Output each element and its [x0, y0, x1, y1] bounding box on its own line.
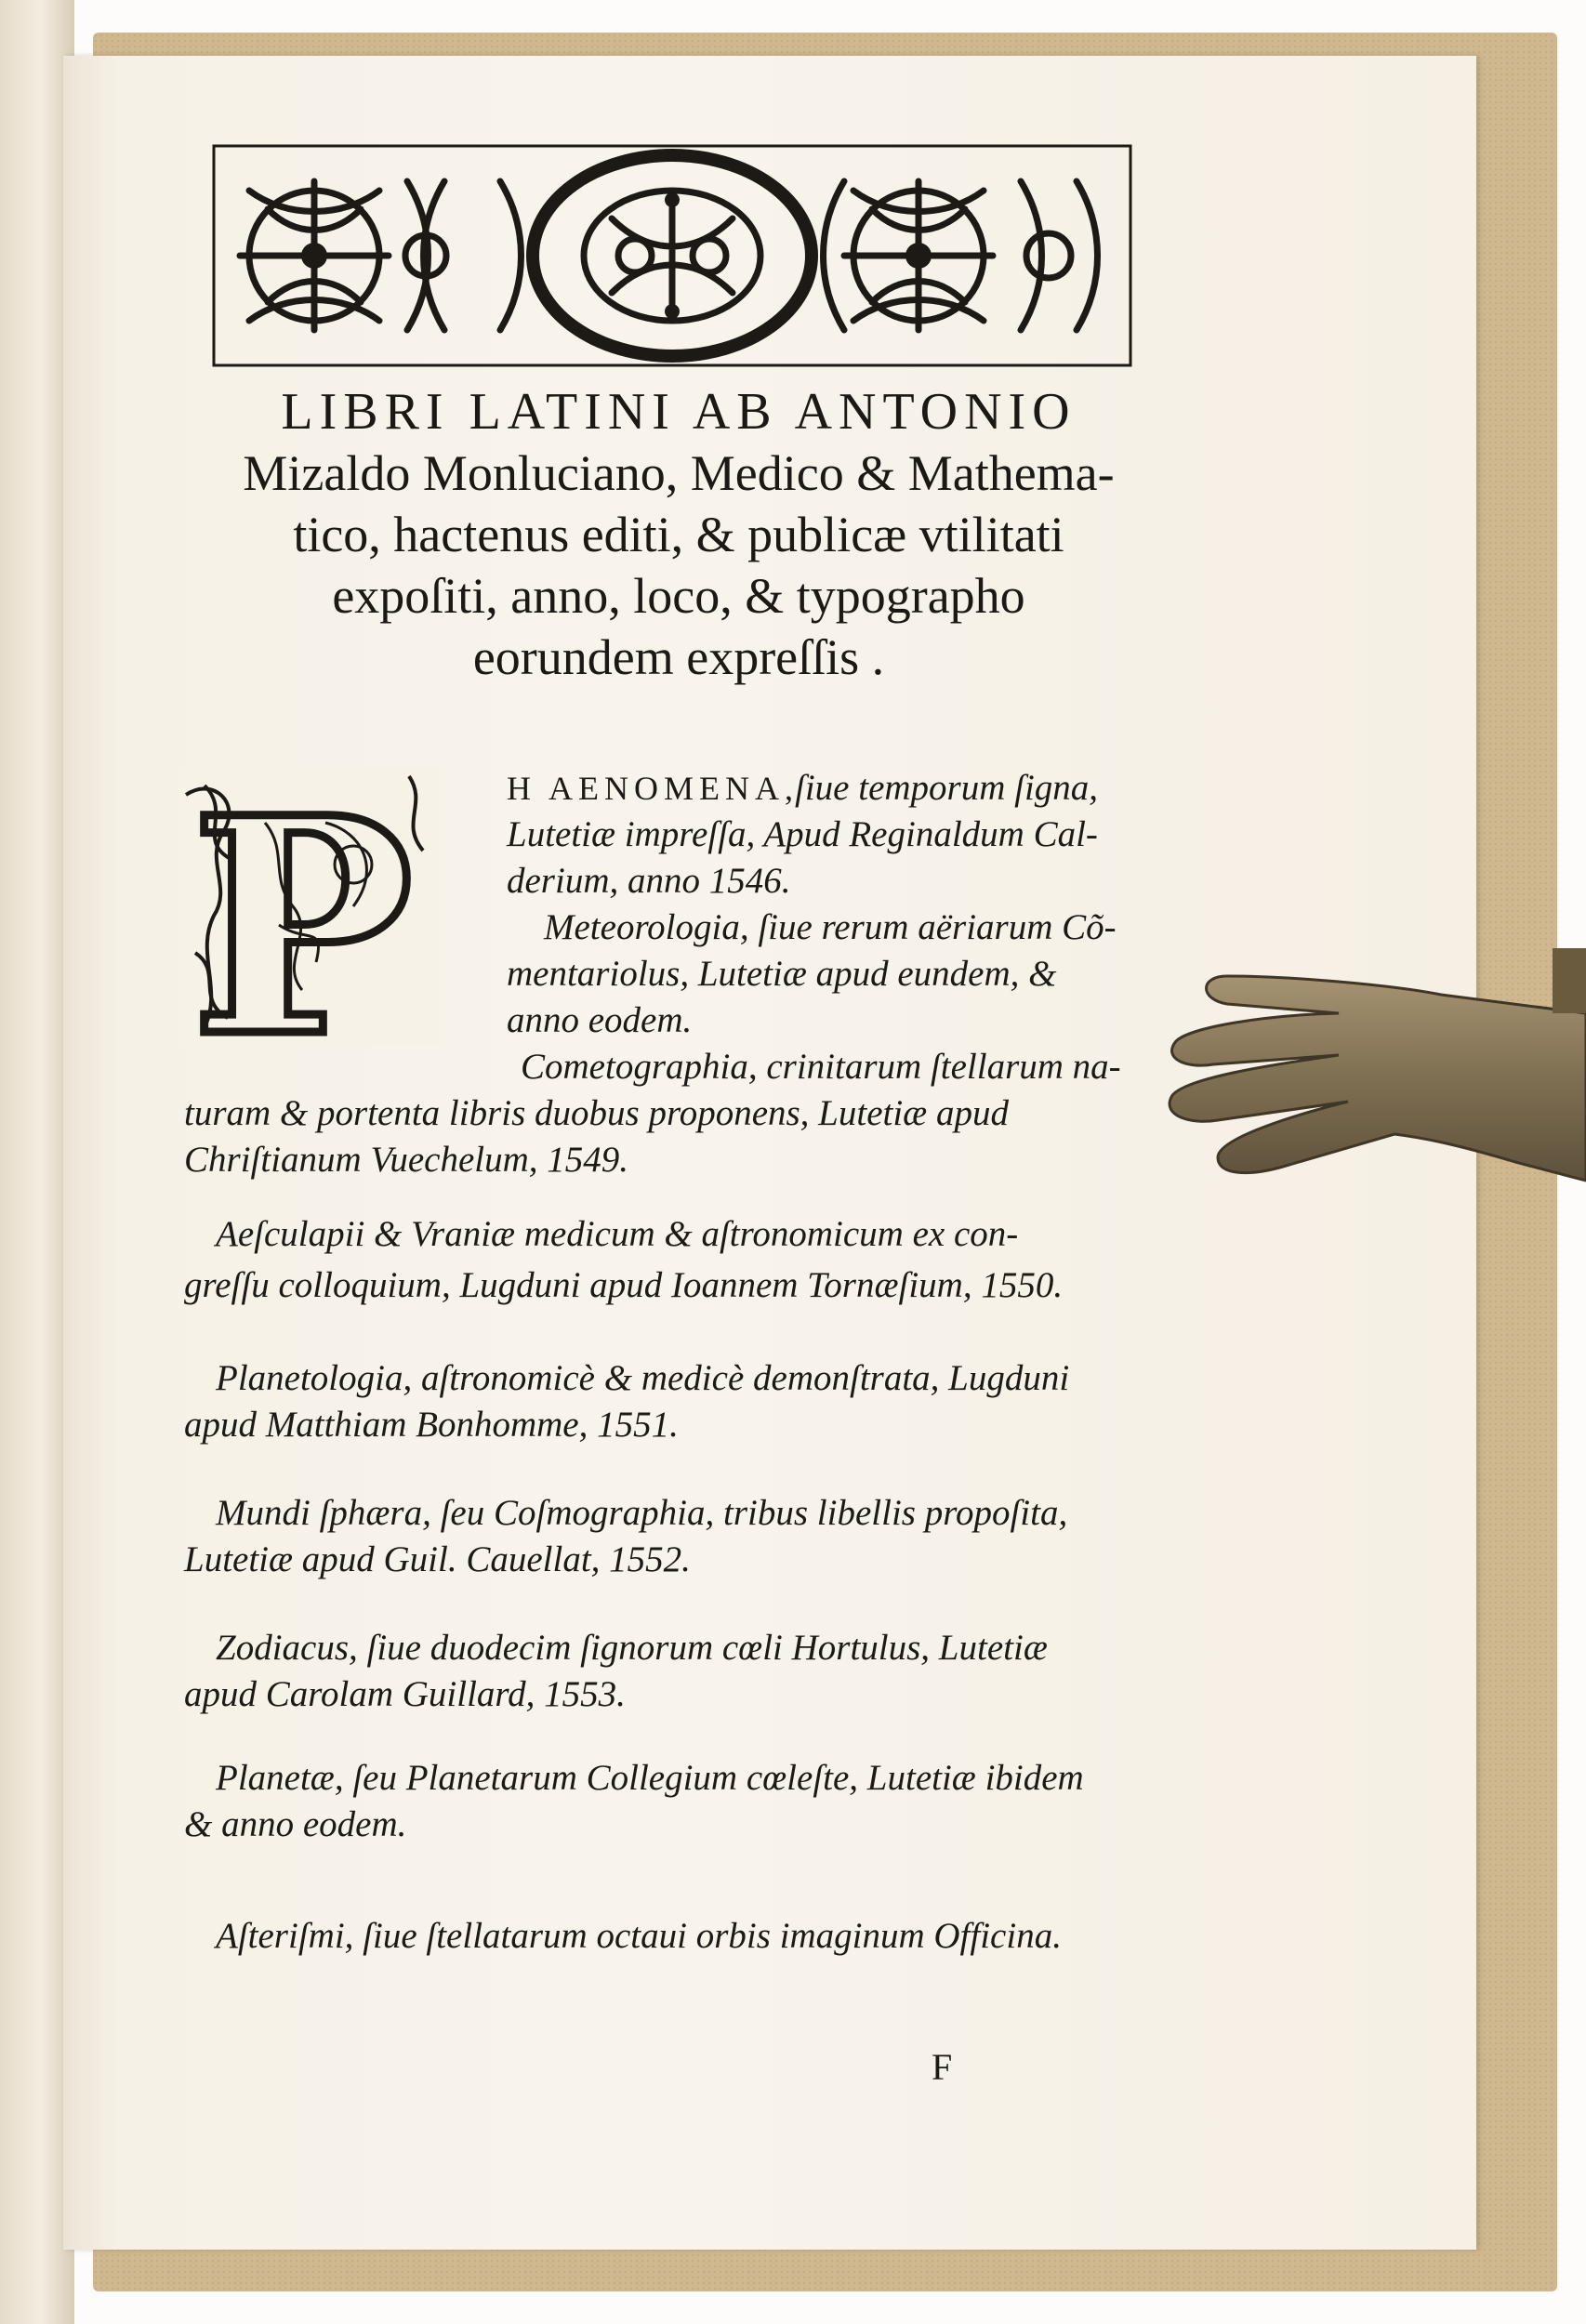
initial-letter: P	[190, 767, 415, 1044]
entry-line: apud Matthiam Bonhomme, 1551.	[184, 1405, 679, 1445]
signature-mark: F	[932, 2046, 953, 2088]
entry-line: greſſu colloquium, Lugduni apud Ioannem Tornæſium, 1550.	[184, 1265, 1064, 1305]
entry-line: ſiue temporum ſigna,	[795, 768, 1099, 808]
entry-line: Mundi ſphæra, ſeu Coſmographia, tribus libellis propoſita,	[216, 1493, 1068, 1533]
entry-line: Meteorologia, ſiue rerum aëriarum Cõ-	[544, 907, 1117, 947]
title-line: tico, hactenus editi, & publicæ vtilitati	[293, 507, 1064, 562]
entry-lead: H AENOMENA,	[507, 770, 799, 807]
decorated-initial	[177, 767, 439, 1044]
title-line: eorundem expreſſis .	[472, 629, 885, 685]
entry-line: Planetæ, ſeu Planetarum Collegium cœleſte, Lutetiæ ibidem	[216, 1758, 1084, 1798]
entry-line: derium, anno 1546.	[507, 861, 791, 901]
entry-line: apud Carolam Guillard, 1553.	[184, 1674, 626, 1714]
title-line: LIBRI LATINI AB ANTONIO	[281, 383, 1077, 441]
title-line: Mizaldo Monluciano, Medico & Mathema-	[243, 445, 1115, 501]
entry-line: Zodiacus, ſiue duodecim ſignorum cœli Hortulus, Lutetiæ	[216, 1628, 1048, 1668]
entry-line: & anno eodem.	[184, 1804, 407, 1844]
title-line: expoſiti, anno, loco, & typographo	[332, 568, 1025, 624]
entry-line: Lutetiæ apud Guil. Cauellat, 1552.	[184, 1539, 691, 1579]
entry-line: Aſteriſmi, ſiue ſtellatarum octaui orbis imaginum Officina.	[216, 1916, 1062, 1956]
page-title	[209, 381, 1148, 688]
entry-line: anno eodem.	[507, 1000, 693, 1040]
entry-line: Aeſculapii & Vraniæ medicum & aſtronomicum ex con-	[216, 1214, 1019, 1254]
ornamental-headpiece	[212, 144, 1132, 367]
entry-line: Chriſtianum Vuechelum, 1549.	[184, 1140, 629, 1180]
entry-line: mentariolus, Lutetiæ apud eundem, &	[507, 954, 1057, 994]
entry-line: Lutetiæ impreſſa, Apud Reginaldum Cal-	[507, 814, 1098, 854]
entry-line: Planetologia, aſtronomicè & medicè demonſtrata, Lugduni	[216, 1358, 1070, 1398]
entry-line: turam & portenta libris duobus proponens, Lutetiæ apud	[184, 1093, 1009, 1133]
entry-line: Cometographia, crinitarum ſtellarum na-	[521, 1047, 1121, 1087]
hand-page-holder	[1162, 948, 1586, 1255]
